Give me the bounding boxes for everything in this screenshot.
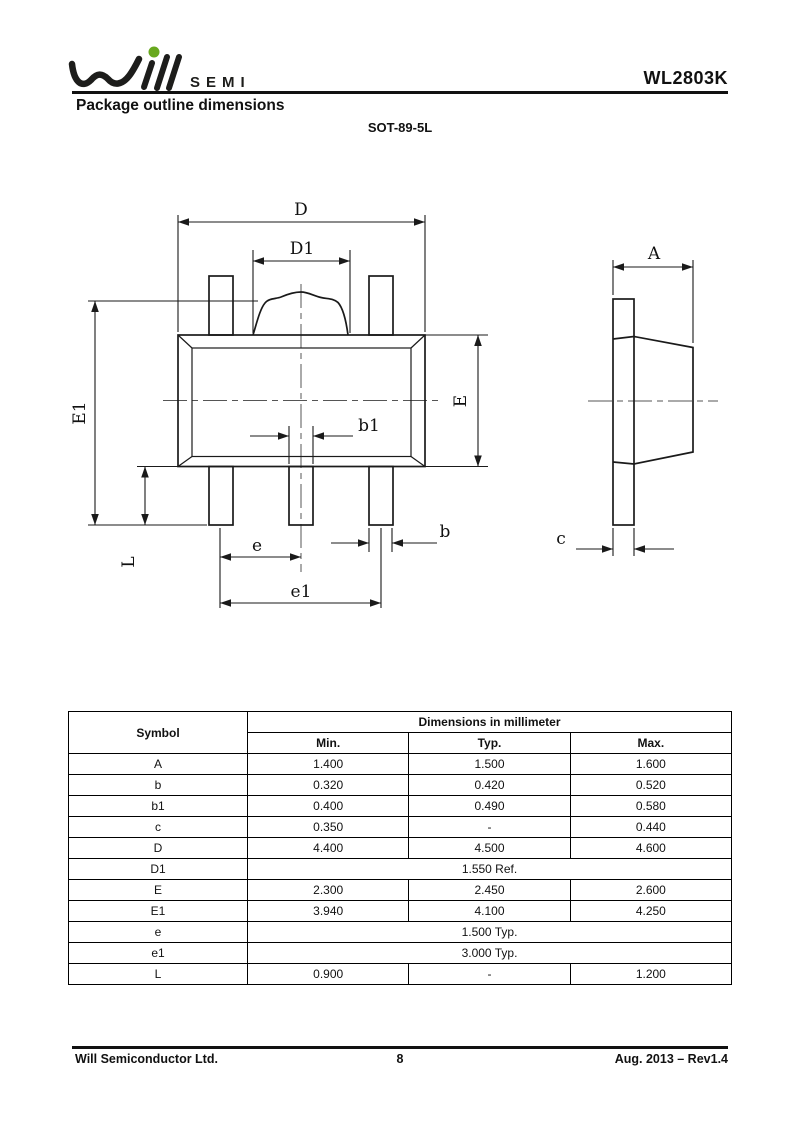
dimensions-table-body (69, 754, 732, 985)
dim-label-e: e (251, 536, 263, 556)
min-cell: 0.900 (248, 964, 409, 985)
min-cell: 2.300 (248, 880, 409, 901)
dim-label-L: L (119, 556, 139, 568)
max-cell: 4.600 (570, 838, 731, 859)
table-row (69, 964, 732, 985)
logo-wave-icon (72, 47, 179, 89)
symbol-cell: E (69, 880, 248, 901)
symbol-cell: e (69, 922, 248, 943)
symbol-cell: c (69, 817, 248, 838)
table-header-typ: Typ. (409, 733, 570, 754)
symbol-cell: b (69, 775, 248, 796)
table-row (69, 775, 732, 796)
side-view (556, 244, 718, 556)
dim-label-E1: E1 (70, 401, 90, 425)
table-row (69, 922, 732, 943)
dim-label-D1: D1 (289, 239, 315, 259)
dimensions-table (68, 711, 732, 985)
span-value-cell: 1.550 Ref. (248, 859, 732, 880)
dim-label-b: b (439, 522, 451, 542)
max-cell: 1.200 (570, 964, 731, 985)
footer-divider (72, 1046, 728, 1049)
symbol-cell: e1 (69, 943, 248, 964)
min-cell: 0.320 (248, 775, 409, 796)
dim-label-c: c (556, 529, 566, 549)
table-header-max: Max. (570, 733, 731, 754)
symbol-cell: A (69, 754, 248, 775)
typ-cell: 0.420 (409, 775, 570, 796)
typ-cell: - (409, 964, 570, 985)
page-title: Package outline dimensions (76, 97, 285, 114)
symbol-cell: E1 (69, 901, 248, 922)
package-name: SOT-89-5L (367, 120, 433, 135)
table-header-symbol: Symbol (69, 712, 248, 754)
footer-page-number: 8 (396, 1052, 404, 1066)
table-row (69, 754, 732, 775)
table-row (69, 901, 732, 922)
logo-dot (149, 47, 160, 58)
table-row (69, 880, 732, 901)
max-cell: 0.440 (570, 817, 731, 838)
min-cell: 3.940 (248, 901, 409, 922)
header-divider (72, 91, 728, 94)
symbol-cell: D (69, 838, 248, 859)
package-outline-drawing (0, 195, 800, 640)
dim-label-b1: b1 (358, 416, 380, 436)
typ-cell: 4.100 (409, 901, 570, 922)
dim-label-D: D (294, 200, 308, 220)
footer-revision: Aug. 2013 – Rev1.4 (614, 1052, 728, 1066)
max-cell: 2.600 (570, 880, 731, 901)
min-cell: 0.400 (248, 796, 409, 817)
dim-label-e1: e1 (290, 582, 312, 602)
table-row (69, 838, 732, 859)
max-cell: 0.520 (570, 775, 731, 796)
min-cell: 4.400 (248, 838, 409, 859)
footer-company: Will Semiconductor Ltd. (75, 1052, 218, 1066)
max-cell: 1.600 (570, 754, 731, 775)
table-row (69, 796, 732, 817)
symbol-cell: L (69, 964, 248, 985)
span-value-cell: 1.500 Typ. (248, 922, 732, 943)
company-logo (60, 42, 275, 94)
typ-cell: 1.500 (409, 754, 570, 775)
typ-cell: 4.500 (409, 838, 570, 859)
table-row (69, 817, 732, 838)
typ-cell: 2.450 (409, 880, 570, 901)
min-cell: 0.350 (248, 817, 409, 838)
table-header-min: Min. (248, 733, 409, 754)
front-view (70, 200, 488, 608)
dim-label-E: E (451, 394, 471, 408)
part-number: WL2803K (643, 68, 728, 88)
symbol-cell: b1 (69, 796, 248, 817)
table-row (69, 859, 732, 880)
dim-label-A: A (647, 244, 661, 264)
table-header-group: Dimensions in millimeter (248, 712, 732, 733)
logo-brand-text: SEMI (190, 74, 251, 91)
max-cell: 4.250 (570, 901, 731, 922)
max-cell: 0.580 (570, 796, 731, 817)
min-cell: 1.400 (248, 754, 409, 775)
table-row (69, 943, 732, 964)
typ-cell: 0.490 (409, 796, 570, 817)
typ-cell: - (409, 817, 570, 838)
symbol-cell: D1 (69, 859, 248, 880)
span-value-cell: 3.000 Typ. (248, 943, 732, 964)
